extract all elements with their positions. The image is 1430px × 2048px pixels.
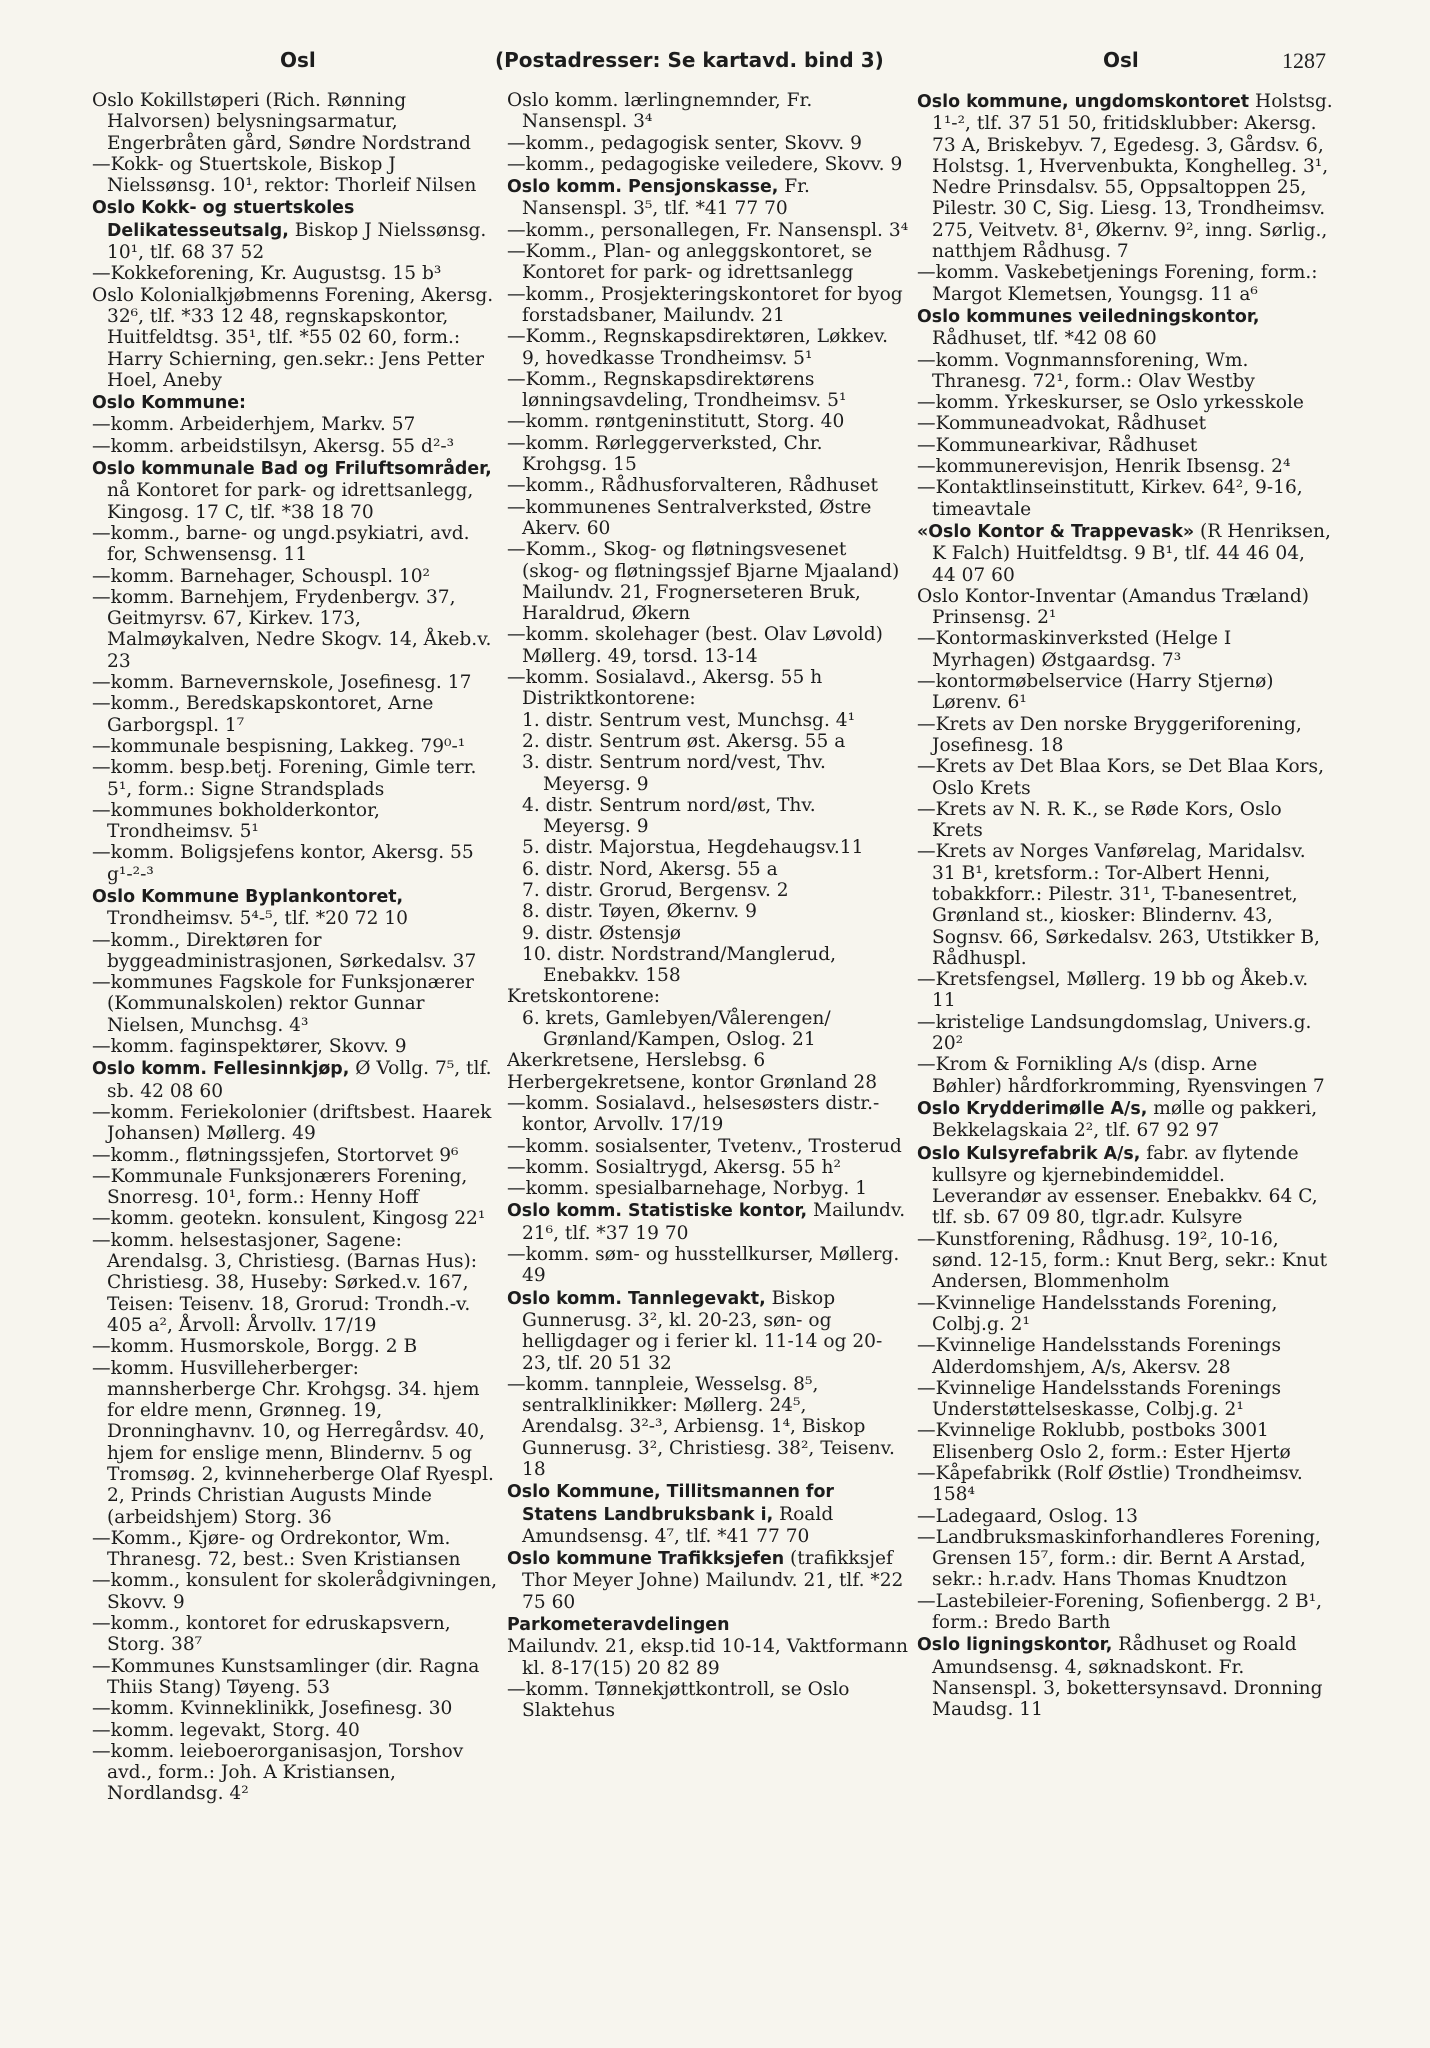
directory-entry	[917, 1591, 1333, 1634]
directory-entry	[92, 1528, 500, 1571]
entry-text: —Kokk- og Stuertskole, Biskop J Nielssønsg. 10¹, rektor: Thorleif Nilsen	[92, 153, 477, 197]
directory-entry	[917, 586, 1333, 629]
directory-entry	[92, 1698, 500, 1719]
header-right-keyword: Osl	[1103, 48, 1139, 72]
entry-text: —Krets av Den norske Bryggeriforening, Josefinesg. 18	[917, 713, 1302, 756]
directory-entry	[917, 756, 1333, 799]
directory-entry	[507, 1178, 909, 1199]
directory-entry	[92, 154, 500, 197]
directory-entry	[507, 1050, 909, 1071]
entry-text: —komm. røntgeninstitutt, Storg. 40	[507, 411, 845, 433]
entry-text: —komm. arbeidstilsyn, Akersg. 55 d²-³	[92, 435, 455, 457]
directory-entry	[917, 350, 1333, 393]
entry-text: —komm. Vognmannsforening, Wm. Thranesg. 72¹, form.: Olav Westby	[917, 349, 1255, 392]
directory-entry	[92, 523, 500, 566]
directory-entry	[917, 1293, 1333, 1336]
directory-entry	[92, 1720, 500, 1741]
entry-text: —komm. søm- og husstellkurser, Møllerg. 49	[507, 1244, 900, 1287]
entry-text: Roald Amundsensg. 4⁷, tlf. *41 77 70	[522, 1503, 834, 1547]
entry-text: —komm. Sosialavd., helsesøsters distr.-kontor, Arvollv. 17/19	[507, 1092, 880, 1136]
entry-text: (R Henriksen, K Falch) Huitfeldtsg. 9 B¹, tlf. 44 46 04, 44 07 60	[932, 520, 1331, 586]
directory-entry	[917, 413, 1333, 434]
entry-text: —Krets av Det Blaa Kors, se Det Blaa Kors, Oslo Krets	[917, 756, 1324, 799]
entry-text: Mailundv. 21, eksp.tid 10-14, Vaktformann kl. 8-17(15) 20 82 89	[507, 1636, 908, 1679]
entry-text: —Kokkeforening, Kr. Augustsg. 15 b³	[92, 263, 442, 285]
directory-entry	[507, 837, 909, 858]
entry-text: Rådhuset, tlf. *42 08 60	[932, 328, 1157, 350]
entry-text: 6. krets, Gamlebyen/Vålerengen/ Grønland/Kampen, Oslog. 21	[522, 1007, 831, 1051]
directory-entry	[917, 1143, 1333, 1229]
entry-heading: Oslo kommunale Bad og Friluftsområder,	[92, 459, 492, 480]
entry-heading: Oslo komm. Fellesinnkjøp,	[92, 1059, 350, 1080]
directory-entry	[917, 1634, 1333, 1720]
entry-text: Oslo Kokillstøperi (Rich. Rønning Halvorsen) belysningsarmatur, Engerbråten gård, Søndre Nordstrand	[92, 90, 471, 154]
directory-entry	[917, 477, 1333, 520]
entry-text: Oslo Kontor-Inventar (Amandus Træland) Prinsensg. 2¹	[917, 585, 1310, 629]
directory-entry	[507, 90, 909, 133]
entry-text: —Komm., Skog- og fløtningsvesenet (skog- og fløtningssjef Bjarne Mjaaland) Mailundv. 21, Frognerseteren Bruk, Haraldrud, Økern	[507, 539, 900, 625]
directory-entry	[507, 369, 909, 412]
directory-entry	[507, 901, 909, 922]
entry-text: —Kvinnelige Handelsstands Forenings Alderdomshjem, A/s, Akersv. 28	[917, 1335, 1282, 1378]
entry-text: —komm., Prosjekteringskontoret for byog forstadsbaner, Mailundv. 21	[507, 283, 903, 326]
directory-entry	[92, 1570, 500, 1613]
page-header	[0, 48, 1430, 80]
directory-entry	[507, 1636, 909, 1679]
directory-entry	[917, 306, 1333, 350]
entry-text: 2. distr. Sentrum øst. Akersg. 55 a	[522, 730, 846, 752]
entry-text: Mailundv. 21⁶, tlf. *37 19 70	[522, 1200, 906, 1244]
entry-text: —Kåpefabrikk (Rolf Østlie) Trondheimsv. 158⁴	[917, 1463, 1303, 1506]
entry-text: —Krom & Fornikling A/s (disp. Arne Bøhler) hårdforkromming, Ryensvingen 7	[917, 1054, 1325, 1097]
entry-text: —Komm., Regnskapsdirektøren, Løkkev. 9, hovedkasse Trondheimsv. 5¹	[507, 326, 889, 369]
directory-column-2	[507, 90, 909, 2035]
entry-text: Akerkretsene, Herslebsg. 6	[507, 1050, 766, 1072]
entry-text: —komm. Tønnekjøttkontroll, se Oslo Slaktehus	[507, 1678, 850, 1722]
entry-text: —Komm., Plan- og anleggskontoret, se Kontoret for park- og idrettsanlegg	[507, 241, 873, 284]
directory-entry	[507, 1548, 909, 1613]
entry-text: 8. distr. Tøyen, Økernv. 9	[522, 901, 757, 923]
entry-text: Trondheimsv. 5⁴-⁵, tlf. *20 72 10	[107, 908, 408, 930]
directory-entry	[507, 1093, 909, 1136]
directory-entry	[507, 710, 909, 731]
directory-entry	[507, 284, 909, 327]
directory-entry	[917, 521, 1333, 586]
directory-entry	[92, 800, 500, 843]
directory-entry	[507, 326, 909, 369]
entry-text: —komm. Boligsjefens kontor, Akersg. 55 g¹-²-³	[92, 842, 474, 885]
directory-entry	[507, 795, 909, 838]
directory-entry	[507, 176, 909, 220]
directory-entry	[92, 1741, 500, 1805]
entry-text: —Kommunes Kunstsamlinger (dir. Ragna Thiis Stang) Tøyeng. 53	[92, 1655, 480, 1698]
directory-entry	[507, 1072, 909, 1093]
directory-entry	[507, 859, 909, 880]
directory-entry	[92, 930, 500, 973]
entry-text: —komm. Vaskebetjenings Forening, form.: Margot Klemetsen, Youngsg. 11 a⁶	[917, 262, 1318, 305]
directory-entry	[507, 1157, 909, 1178]
entry-text: Herbergekretsene, kontor Grønland 28	[507, 1071, 878, 1093]
entry-text: mølle og pakkeri, Bekkelagskaia 2², tlf. 67 92 97	[932, 1097, 1318, 1142]
directory-entry	[507, 539, 909, 624]
directory-entry	[507, 1136, 909, 1157]
entry-text: 5. distr. Majorstua, Hegdehaugsv.11	[522, 837, 864, 859]
directory-entry	[917, 799, 1333, 842]
entry-heading: Parkometeravdelingen	[507, 1615, 730, 1636]
entry-text: —kommunes bokholderkontor, Trondheimsv. 5¹	[92, 799, 380, 843]
directory-entry	[507, 1679, 909, 1722]
entry-text: —Kommuneadvokat, Rådhuset	[917, 413, 1207, 435]
directory-entry	[92, 414, 500, 435]
entry-text: —kontormøbelservice (Harry Stjernø) Lørenv. 6¹	[917, 671, 1274, 714]
entry-text: —komm. Barnevernskole, Josefinesg. 17	[92, 672, 472, 694]
entry-text: —Kommunearkivar, Rådhuset	[917, 434, 1198, 456]
directory-entry	[507, 1481, 909, 1547]
directory-entry	[507, 731, 909, 752]
directory-entry	[507, 497, 909, 540]
directory-entry	[507, 1614, 909, 1636]
entry-text: —komm., Rådhusforvalteren, Rådhuset	[507, 475, 879, 497]
header-postal-note: (Postadresser: Se kartavd. bind 3)	[495, 48, 884, 72]
entry-text: Fr. Nansenspl. 3⁵, tlf. *41 77 70	[522, 176, 810, 220]
entry-text: —Kunstforening, Rådhusg. 19², 10-16, sønd. 12-15, form.: Knut Berg, sekr.: Knut Andersen, Blommenholm	[917, 1228, 1328, 1293]
entry-text: —Komm., Regnskapsdirektørens lønningsavdeling, Trondheimsv. 5¹	[507, 368, 847, 412]
entry-text: Biskop J Nielssønsg. 10¹, tlf. 68 37 52	[107, 219, 487, 264]
entry-text: 6. distr. Nord, Akersg. 55 a	[522, 858, 778, 880]
entry-text: —komm. Arbeiderhjem, Markv. 57	[92, 414, 416, 436]
directory-entry	[92, 197, 500, 263]
entry-text: —komm. leieboerorganisasjon, Torshov avd., form.: Joh. A Kristiansen, Nordlandsg. 4²	[92, 1740, 464, 1805]
directory-entry	[917, 1378, 1333, 1421]
entry-text: 1. distr. Sentrum vest, Munchsg. 4¹	[522, 709, 856, 731]
entry-heading: Oslo Kokk- og stuertskoles Delikatesseutsalg,	[92, 198, 355, 241]
directory-entry	[917, 262, 1333, 305]
entry-text: Rådhuset og Roald Amundsensg. 4, søknadskont. Fr. Nansenspl. 3, bokettersynsavd. Dronning Maudsg. 11	[932, 1634, 1323, 1721]
directory-entry	[507, 752, 909, 795]
entry-text: —Ladegaard, Oslog. 13	[917, 1505, 1138, 1527]
entry-text: —Krets av N. R. K., se Røde Kors, Oslo Krets	[917, 798, 1282, 842]
directory-entry	[507, 475, 909, 496]
entry-text: —kommunerevisjon, Henrik Ibsensg. 2⁴	[917, 456, 1291, 478]
directory-entry	[92, 1656, 500, 1699]
directory-entry	[92, 1208, 500, 1229]
entry-text: —Komm., Kjøre- og Ordrekontor, Wm. Thranesg. 72, best.: Sven Kristiansen	[92, 1527, 461, 1571]
entry-text: —komm. Husmorskole, Borgg. 2 B	[92, 1336, 418, 1358]
directory-entry	[92, 458, 500, 523]
entry-text: —komm., Direktøren for byggeadministrasjonen, Sørkedalsv. 37	[92, 929, 477, 972]
directory-entry	[917, 1098, 1333, 1142]
entry-text: Kretskontorene:	[507, 986, 661, 1008]
directory-entry	[92, 886, 500, 930]
entry-heading: «Oslo Kontor & Trappevask»	[917, 521, 1195, 542]
header-left-keyword: Osl	[280, 48, 316, 72]
directory-entry	[92, 736, 500, 757]
entry-text: —Kvinnelige Handelsstands Forening, Colbj.g. 2¹	[917, 1292, 1278, 1335]
entry-text: —kristelige Landsungdomslag, Univers.g. 20²	[917, 1011, 1312, 1055]
entry-heading: Oslo Kommune Byplankontoret,	[92, 886, 404, 907]
entry-text: —komm., barne- og ungd.psykiatri, avd. for, Schwensensg. 11	[92, 522, 470, 566]
entry-heading: Oslo komm. Tannlegevakt,	[507, 1288, 766, 1309]
entry-text: —komm., fløtningssjefen, Stortorvet 9⁶	[92, 1144, 459, 1166]
directory-entry	[507, 1008, 909, 1051]
directory-entry	[92, 285, 500, 391]
entry-text: —komm. Barnehager, Schouspl. 10²	[92, 565, 431, 587]
entry-heading: Oslo ligningskontor,	[917, 1635, 1113, 1656]
directory-entry	[917, 435, 1333, 456]
entry-text: Oslo Kolonialkjøbmenns Forening, Akersg. 32⁶, tlf. *33 12 48, regnskapskontor, Huitfeldtsg. 35¹, tlf. *55 02 60, form.: Harry Schierning, gen.sekr.: Jens Petter Hoel, Aneby	[92, 284, 494, 391]
directory-entry	[92, 1336, 500, 1357]
entry-text: Oslo komm. lærlingnemnder, Fr. Nansenspl. 3⁴	[507, 90, 813, 133]
entry-text: —komm. Feriekolonier (driftsbest. Haarek Johansen) Møllerg. 49	[92, 1101, 492, 1145]
directory-entry	[92, 1613, 500, 1656]
directory-entry	[917, 1335, 1333, 1378]
entry-heading: Oslo Krydderimølle A/s,	[917, 1098, 1148, 1119]
entry-text: —komm., personallegen, Fr. Nansenspl. 3⁴	[507, 219, 909, 241]
directory-entry	[917, 456, 1333, 477]
entry-heading: Oslo komm. Pensjonskasse,	[507, 177, 779, 198]
directory-entry	[507, 1374, 909, 1480]
entry-text: nå Kontoret for park- og idrettsanlegg, Kingosg. 17 C, tlf. *38 18 70	[107, 480, 474, 523]
directory-entry	[507, 1288, 909, 1374]
entry-text: —kommunes Fagskole for Funksjonærer (Kommunalskolen) rektor Gunnar Nielsen, Munchsg. 4³	[92, 972, 474, 1036]
entry-text: 4. distr. Sentrum nord/øst, Thv. Meyersg. 9	[522, 794, 816, 838]
directory-entry	[507, 1244, 909, 1287]
directory-entry	[92, 693, 500, 736]
entry-text: Holstsg. 1¹-², tlf. 37 51 50, fritidsklubber: Akersg. 73 A, Briskebyv. 7, Egedesg. 3, Gårdsv. 6, Holstsg. 1, Hvervenbukta, Konghelleg. 3¹, Nedre Prinsdalsv. 55, Oppsaltoppen 25, Pilestr. 30 C, Sig. Liesg. 13, Trondheimsv. 275, Veitvetv. 8¹, Økernv. 9², inng. Sørlig., natthjem Rådhusg. 7	[932, 91, 1333, 263]
directory-entry	[917, 1463, 1333, 1506]
directory-entry	[917, 671, 1333, 714]
entry-text: —komm., konsulent for skolerådgivningen, Skovv. 9	[92, 1570, 498, 1613]
directory-entry	[92, 392, 500, 414]
entry-text: —komm. Yrkeskurser, se Oslo yrkesskole	[917, 392, 1304, 414]
directory-entry	[92, 566, 500, 587]
directory-column-3	[917, 90, 1333, 2035]
entry-text: —Kretsfengsel, Møllerg. 19 bb og Åkeb.v. 11	[917, 969, 1309, 1012]
entry-text: —Kontaktlinseinstitutt, Kirkev. 64², 9-16, timeavtale	[917, 477, 1303, 520]
directory-entry	[917, 1012, 1333, 1055]
directory-entry	[92, 1102, 500, 1145]
entry-heading: Oslo kommune, ungdomskontoret	[917, 92, 1250, 112]
entry-text: Ø Vollg. 7⁵, tlf. sb. 42 08 60	[107, 1058, 492, 1102]
entry-text: —komm., pedagogiske veiledere, Skovv. 9	[507, 153, 903, 175]
directory-entry	[917, 91, 1333, 262]
entry-heading: Oslo komm. Statistiske kontor,	[507, 1201, 808, 1222]
directory-entry	[917, 969, 1333, 1012]
entry-text: —komm. sosialsenter, Tvetenv., Trosterud	[507, 1135, 902, 1157]
page-number: 1287	[1282, 48, 1326, 73]
entry-text: —komm. Rørleggerverksted, Chr. Krohgsg. 15	[507, 432, 823, 476]
entry-text: —Kvinnelige Handelsstands Forenings Understøttelseskasse, Colbj.g. 2¹	[917, 1377, 1282, 1421]
entry-text: —Kommunale Funksjonærers Forening, Snorresg. 10¹, form.: Henny Hoff	[92, 1165, 468, 1209]
entry-text: —Kvinnelige Roklubb, postboks 3001 Elisenberg Oslo 2, form.: Ester Hjertø	[917, 1420, 1291, 1463]
entry-text: 10. distr. Nordstrand/Manglerud, Enebakkv. 158	[522, 943, 837, 987]
directory-entry	[917, 628, 1333, 671]
directory-entry	[917, 714, 1333, 757]
directory-entry	[917, 1527, 1333, 1591]
directory-entry	[507, 433, 909, 476]
directory-entry	[507, 411, 909, 432]
directory-entry	[92, 972, 500, 1036]
directory-entry	[92, 842, 500, 885]
directory-entry	[92, 263, 500, 284]
directory-entry	[507, 220, 909, 241]
directory-entry	[507, 923, 909, 944]
directory-entry	[507, 944, 909, 987]
entry-text: —komm. Kvinneklinikk, Josefinesg. 30	[92, 1698, 453, 1720]
entry-text: —komm., Beredskapskontoret, Arne Garborgspl. 1⁷	[92, 693, 434, 736]
entry-text: 3. distr. Sentrum nord/vest, Thv. Meyersg. 9	[522, 752, 826, 795]
directory-entry	[917, 1420, 1333, 1463]
entry-text: 7. distr. Grorud, Bergensv. 2	[522, 879, 789, 901]
entry-text: —komm. geotekn. konsulent, Kingosg 22¹	[92, 1208, 486, 1230]
directory-entry	[92, 1036, 500, 1057]
entry-text: 9. distr. Østensjø	[522, 922, 681, 944]
entry-text: Biskop Gunnerusg. 3², kl. 20-23, søn- og helligdager og i ferier kl. 11-14 og 20-23, tlf. 20 51 32	[522, 1287, 883, 1374]
entry-text: (trafikksjef Thor Meyer Johne) Mailundv. 21, tlf. *22 75 60	[522, 1548, 904, 1613]
directory-entry	[92, 672, 500, 693]
entry-heading: Oslo kommune Trafikksjefen	[507, 1549, 785, 1570]
entry-text: —komm. helsestasjoner, Sagene: Arendalsg. 3, Christiesg. (Barnas Hus): Christiesg. 38, Huseby: Sørked.v. 167, Teisen: Teisenv. 18, Grorud: Trondh.-v. 405 a², Årvoll: Årvollv. 17/19	[92, 1229, 478, 1336]
entry-text: —komm. skolehager (best. Olav Løvold) Møllerg. 49, torsd. 13-14	[507, 624, 883, 667]
directory-entry	[917, 1506, 1333, 1527]
entry-heading: Oslo Kommune:	[92, 393, 246, 414]
entry-text: —komm. faginspektører, Skovv. 9	[92, 1036, 407, 1058]
entry-text: —kommunenes Sentralverksted, Østre Akerv. 60	[507, 496, 872, 539]
directory-entry	[92, 90, 500, 154]
directory-entry	[917, 841, 1333, 969]
entry-heading: Oslo Kommune, Tillitsmannen for Statens Landbruksbank i,	[507, 1482, 834, 1525]
directory-entry	[507, 880, 909, 901]
directory-entry	[92, 1166, 500, 1209]
entry-text: —komm. spesialbarnehage, Norbyg. 1	[507, 1178, 868, 1200]
directory-entry	[917, 392, 1333, 413]
entry-text: —komm. Sosialavd., Akersg. 55 h Distriktkontorene:	[507, 667, 823, 710]
entry-text: —Krets av Norges Vanførelag, Maridalsv. 31 B¹, kretsform.: Tor-Albert Henni, tobakkforr.: Pilestr. 31¹, T-banesentret, Grønland st., kiosker: Blindernv. 43, Sognsv. 66, Sørkedalsv. 263, Utstikker B, Rådhuspl.	[917, 841, 1320, 969]
directory-entry	[507, 1200, 909, 1244]
directory-entry	[92, 1145, 500, 1166]
entry-text: —komm. besp.betj. Forening, Gimle terr. 5¹, form.: Signe Strandsplads	[92, 757, 477, 800]
directory-entry	[917, 1054, 1333, 1097]
directory-entry	[92, 1058, 500, 1102]
entry-text: —Lastebileier-Forening, Sofienbergg. 2 B¹, form.: Bredo Barth	[917, 1590, 1323, 1634]
directory-entry	[507, 624, 909, 667]
entry-text: —komm., pedagogisk senter, Skovv. 9	[507, 132, 862, 154]
directory-entry	[917, 1229, 1333, 1293]
entry-text: —komm. Husvilleherberger: mannsherberge Chr. Krohgsg. 34. hjem for eldre menn, Grønneg. 19, Dronninghavnv. 10, og Herregårdsv. 40, hjem for enslige menn, Blindernv. 5 og Tromsøg. 2, kvinneherberge Olaf Ryespl. 2, Prinds Christian Augusts Minde (arbeidshjem) Storg. 36	[92, 1357, 494, 1528]
entry-heading: Oslo kommunes veiledningskontor,	[917, 306, 1260, 327]
directory-entry	[92, 757, 500, 800]
entry-text: —Landbruksmaskinforhandleres Forening, Grensen 15⁷, form.: dir. Bernt A Arstad, sekr.: h.r.adv. Hans Thomas Knudtzon	[917, 1526, 1321, 1591]
directory-entry	[92, 436, 500, 457]
directory-entry	[507, 667, 909, 710]
directory-entry	[507, 986, 909, 1007]
entry-text: —komm. Sosialtrygd, Akersg. 55 h²	[507, 1156, 841, 1178]
directory-column-1	[92, 90, 500, 2035]
entry-text: —komm., kontoret for edruskapsvern, Storg. 38⁷	[92, 1613, 451, 1656]
entry-heading: Oslo Kulsyrefabrik A/s,	[917, 1143, 1141, 1164]
directory-entry	[507, 154, 909, 175]
entry-text: —komm. tannpleie, Wesselsg. 8⁵, sentralklinikker: Møllerg. 24⁵, Arendalsg. 3²-³, Arbiensg. 1⁴, Biskop Gunnerusg. 3², Christiesg. 38², Teisenv. 18	[507, 1373, 895, 1480]
entry-text: —kommunale bespisning, Lakkeg. 79⁰-¹	[92, 735, 466, 757]
entry-text: —Kontormaskinverksted (Helge I Myrhagen) Østgaardsg. 7³	[917, 628, 1232, 671]
directory-entry	[507, 241, 909, 284]
directory-entry	[507, 133, 909, 154]
entry-text: —komm. legevakt, Storg. 40	[92, 1719, 360, 1741]
directory-entry	[92, 1230, 500, 1336]
entry-text: —komm. Barnehjem, Frydenbergv. 37, Geitmyrsv. 67, Kirkev. 173, Malmøykalven, Nedre Skogv. 14, Åkeb.v. 23	[92, 586, 492, 672]
entry-text: fabr. av flytende kullsyre og kjernebindemiddel. Leverandør av essenser. Enebakkv. 64 C, tlf. sb. 67 09 80, tlgr.adr. Kulsyre	[932, 1142, 1318, 1229]
directory-entry	[92, 1358, 500, 1528]
directory-entry	[92, 587, 500, 672]
